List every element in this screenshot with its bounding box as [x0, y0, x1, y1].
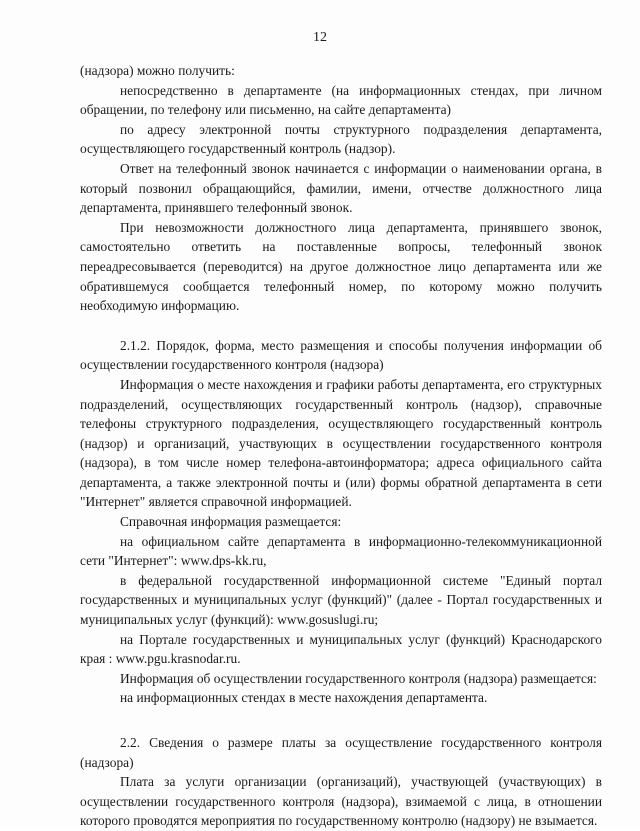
paragraph: Информация о месте нахождения и графики работы департамента, его структурных подразделений, осуществляющих государственный контроль (надзор), справочные телефоны структурного подразделения, осуществляющего государственный контроль (надзор) и организаций, участвующих в осуществлении государственного контроля (надзора), в том числе номер телефона-автоинформатора; адреса официального сайта департамента, а также электронной почты и (или) формы обратной департамента в сети "Интернет" является справочной информацией. [80, 376, 602, 510]
paragraph: на официальном сайте департамента в информационно-телекоммуникационной сети "Интернет": www.dps-kk.ru, [80, 533, 602, 569]
paragraph: При невозможности должностного лица департамента, принявшего звонок, самостоятельно ответить на поставленные вопросы, телефонный звонок переадресовывается (переводится) на другое должностное лицо департамента или же обратившемуся сообщается телефонный номер, по которому можно получить необходимую информацию. [80, 219, 602, 314]
paragraph: (надзора) можно получить: [80, 63, 235, 78]
paragraph: непосредственно в департаменте (на информационных стендах, при личном обращении, по телефону или письменно, на сайте департамента) [80, 82, 602, 118]
paragraph: по адресу электронной почты структурного подразделения департамента, осуществляющего государственный контроль (надзор). [80, 121, 602, 157]
paragraph: Ответ на телефонный звонок начинается с информации о наименовании органа, в который позвонил обращающийся, фамилии, имени, отчестве должностного лица департамента, принявшего телефонный звонок. [80, 160, 602, 216]
paragraph: 2.2. Сведения о размере платы за осуществление государственного контроля (надзора) [80, 735, 602, 770]
paragraph: 2.1.2. Порядок, форма, место размещения и способы получения информации об осуществлении государственного контроля (надзора) [80, 337, 602, 373]
paragraph: в федеральной государственной информационной системе "Единый портал государственных и муниципальных услуг (функций)" (далее - Портал государственных и муниципальных услуг (функций): www.gosuslugi.ru; [80, 572, 602, 628]
paragraph: Информация об осуществлении государственного контроля (надзора) размещается: [120, 670, 597, 686]
document-body [80, 61, 602, 831]
paragraph: на Портале государственных и муниципальных услуг (функций) Краснодарского края : www.pgu.krasnodar.ru. [80, 631, 602, 667]
paragraph: на информационных стендах в месте нахождения департамента. [120, 690, 488, 706]
page-number: 12 [313, 30, 327, 45]
paragraph: Справочная информация размещается: [120, 514, 342, 530]
paragraph: Плата за услуги организации (организаций), участвующей (участвующих) в осуществлении государственного контроля (надзора), взимаемой с лица, в отношении которого проводятся мероприятия по государственному контролю (надзору) не взымается. [80, 774, 602, 829]
